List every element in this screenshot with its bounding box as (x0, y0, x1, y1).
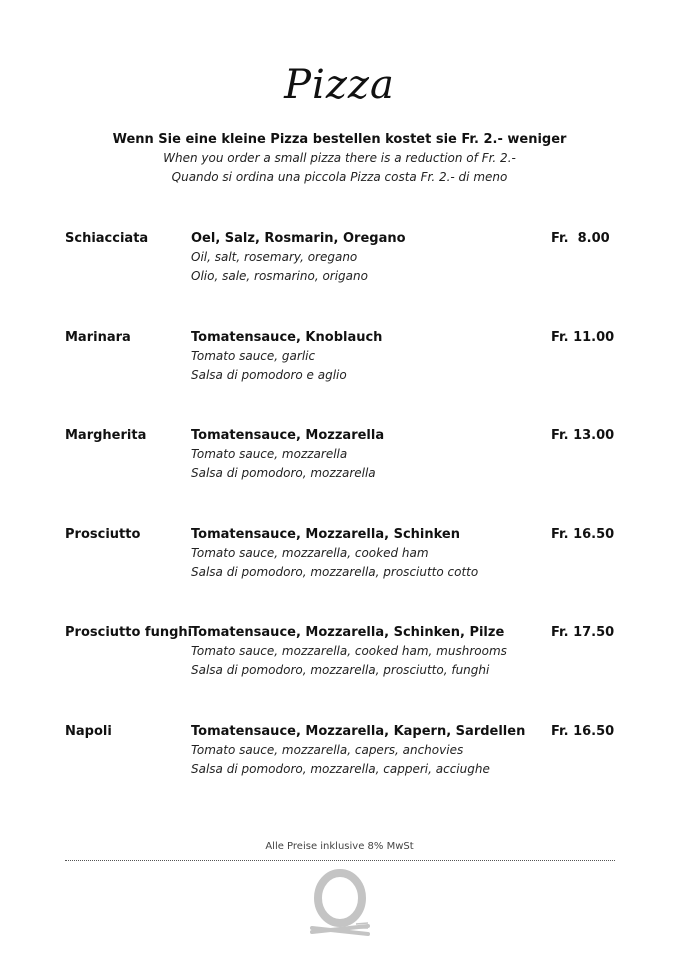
description-italian: Salsa di pomodoro, mozzarella (191, 466, 376, 481)
pizza-menu-list (0, 228, 679, 820)
intro-german: Wenn Sie eine kleine Pizza bestellen kostet sie Fr. 2.- weniger (112, 132, 567, 147)
item-price: Fr. 16.50 (551, 526, 615, 542)
description-italian: Salsa di pomodoro e aglio (191, 367, 347, 382)
menu-item (0, 622, 679, 721)
item-description (191, 623, 531, 680)
menu-item (0, 228, 679, 327)
item-name: Napoli (65, 723, 112, 739)
intro-english: When you order a small pizza there is a reduction of Fr. 2.- (163, 151, 516, 165)
description-english: Tomato sauce, mozzarella, capers, anchovies (191, 742, 464, 757)
fork-knife-q-logo-icon (306, 868, 374, 946)
item-price: Fr. 13.00 (551, 428, 615, 444)
item-name: Prosciutto funghi (65, 625, 193, 641)
item-price: Fr. 17.50 (551, 625, 615, 641)
description-english: Tomato sauce, mozzarella, cooked ham (191, 545, 429, 560)
description-italian: Salsa di pomodoro, mozzarella, prosciutto, funghi (191, 663, 490, 678)
item-name: Margherita (65, 428, 147, 444)
description-italian: Olio, sale, rosmarino, origano (191, 269, 368, 283)
menu-item (0, 327, 679, 426)
item-description (191, 525, 531, 582)
description-german: Tomatensauce, Mozzarella, Kapern, Sardellen (191, 723, 526, 739)
page-title: Pizza (284, 62, 395, 108)
item-price: Fr. 16.50 (551, 723, 615, 739)
description-german: Oel, Salz, Rosmarin, Oregano (191, 231, 406, 246)
dotted-divider (65, 860, 615, 861)
intro-block (0, 130, 679, 187)
description-german: Tomatensauce, Mozzarella, Schinken, Pilze (191, 625, 505, 641)
item-price: Fr. 11.00 (551, 329, 615, 345)
description-italian: Salsa di pomodoro, mozzarella, prosciutto cotto (191, 564, 479, 579)
description-german: Tomatensauce, Mozzarella, Schinken (191, 526, 460, 542)
item-description (191, 328, 531, 385)
menu-item (0, 425, 679, 524)
description-english: Tomato sauce, garlic (191, 348, 316, 363)
item-description (191, 722, 531, 779)
item-name: Schiacciata (65, 231, 149, 246)
description-german: Tomatensauce, Knoblauch (191, 329, 383, 345)
description-english: Oil, salt, rosemary, oregano (191, 250, 358, 264)
menu-item (0, 524, 679, 623)
description-italian: Salsa di pomodoro, mozzarella, capperi, acciughe (191, 761, 490, 776)
description-german: Tomatensauce, Mozzarella (191, 428, 385, 444)
item-name: Marinara (65, 329, 131, 345)
tax-note: Alle Preise inklusive 8% MwSt (265, 841, 414, 852)
intro-italian: Quando si ordina una piccola Pizza costa Fr. 2.- di meno (171, 170, 508, 184)
item-price: Fr. 8.00 (551, 231, 610, 246)
item-description (191, 229, 531, 286)
description-english: Tomato sauce, mozzarella (191, 447, 348, 462)
description-english: Tomato sauce, mozzarella, cooked ham, mushrooms (191, 644, 507, 659)
item-name: Prosciutto (65, 526, 141, 542)
item-description (191, 426, 531, 483)
menu-item (0, 721, 679, 820)
